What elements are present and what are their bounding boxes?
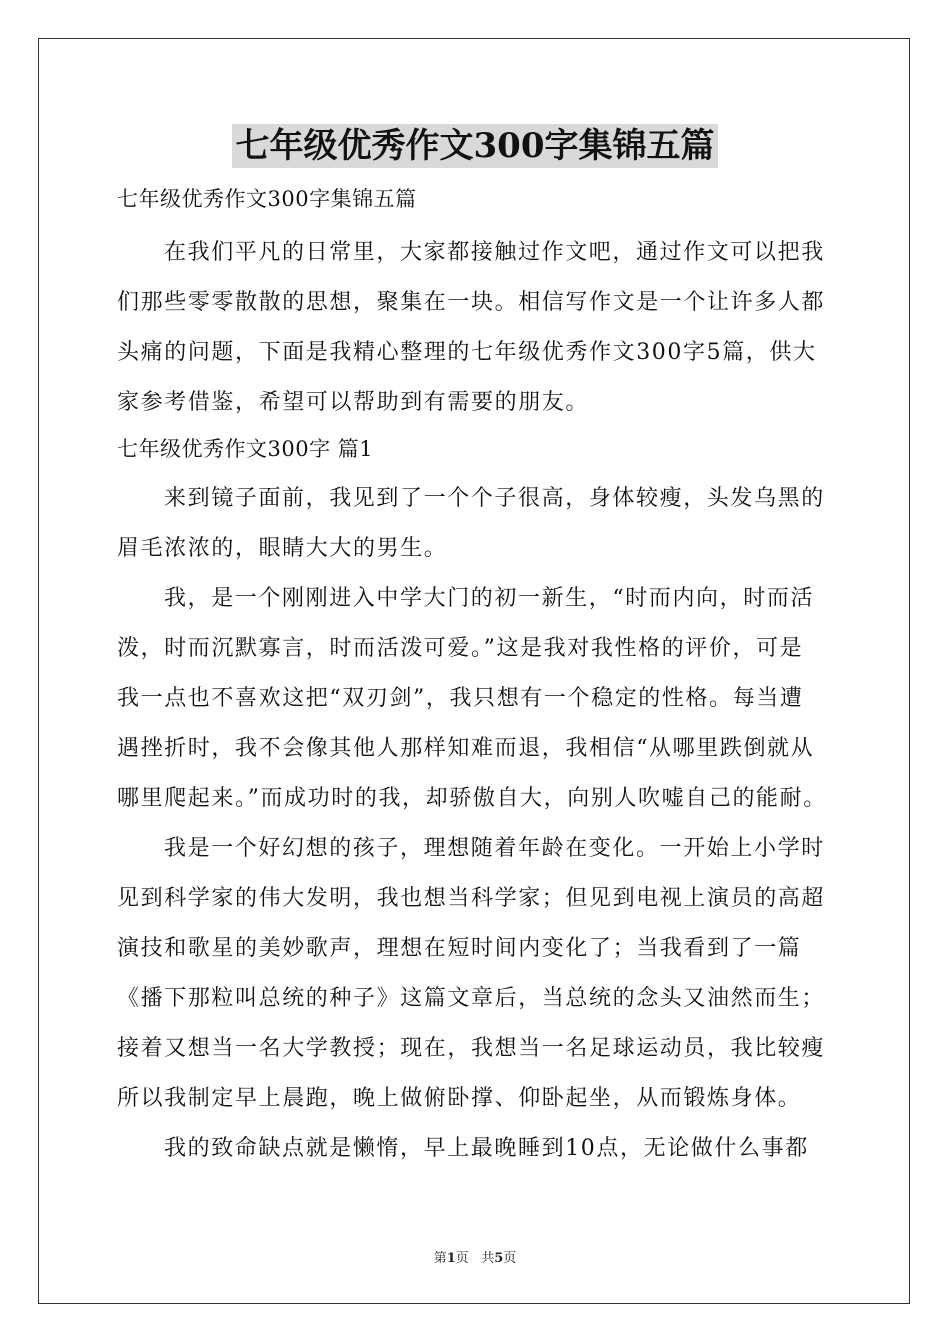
footer-page-prefix: 第 — [433, 1251, 447, 1266]
document-title: 七年级优秀作文300字集锦五篇 — [232, 124, 719, 168]
paragraph-2 — [117, 574, 837, 824]
paragraph-line: 所以我制定早上晨跑，晚上做俯卧撑、仰卧起坐，从而锻炼身体。 — [117, 1086, 802, 1111]
paragraph-line: 泼，时而沉默寡言，时而活泼可爱。”这是我对我性格的评价，可是 — [117, 636, 804, 661]
footer-current-page: 1 — [446, 1251, 456, 1266]
paragraph-3 — [117, 824, 837, 1124]
intro-line: 们那些零零散散的思想，聚集在一块。相信写作文是一个让许多人都 — [117, 290, 826, 315]
paragraph-line: 演技和歌星的美妙歌声，理想在短时间内变化了；当我看到了一篇 — [117, 936, 802, 961]
paragraph-line: 我的致命缺点就是懒惰，早上最晚睡到10点，无论做什么事都 — [164, 1136, 809, 1161]
paragraph-line: 《播下那粒叫总统的种子》这篇文章后，当总统的念头又油然而生； — [117, 986, 826, 1011]
paragraph-line: 见到科学家的伟大发明，我也想当科学家；但见到电视上演员的高超 — [117, 886, 826, 911]
page-footer — [0, 1247, 950, 1266]
intro-line: 头痛的问题，下面是我精心整理的七年级优秀作文300字5篇，供大 — [117, 340, 817, 365]
footer-page-mid: 页 共 — [455, 1251, 495, 1266]
footer-total-pages: 5 — [494, 1251, 504, 1266]
paragraph-line: 遇挫折时，我不会像其他人那样知难而退，我相信“从哪里跌倒就从 — [117, 736, 815, 761]
footer-page-suffix: 页 — [503, 1251, 517, 1266]
paragraph-line: 我是一个好幻想的孩子，理想随着年龄在变化。一开始上小学时 — [164, 836, 825, 861]
paragraph-4 — [117, 1124, 837, 1174]
paragraph-line: 我一点也不喜欢这把“双刃剑”，我只想有一个稳定的性格。每当遭 — [117, 686, 804, 711]
paragraph-line: 哪里爬起来。”而成功时的我，却骄傲自大，向别人吹嘘自己的能耐。 — [117, 786, 827, 811]
paragraph-line: 我，是一个刚刚进入中学大门的初一新生，“时而内向，时而活 — [164, 586, 815, 611]
paragraph-1 — [117, 474, 837, 574]
intro-line: 在我们平凡的日常里，大家都接触过作文吧，通过作文可以把我 — [164, 240, 825, 265]
section-heading: 七年级优秀作文300字 篇1 — [117, 437, 374, 461]
paragraph-line: 眉毛浓浓的，眼睛大大的男生。 — [117, 536, 448, 561]
intro-line: 家参考借鉴，希望可以帮助到有需要的朋友。 — [117, 390, 590, 415]
title-wrap — [0, 124, 950, 168]
paragraph-line: 接着又想当一名大学教授；现在，我想当一名足球运动员，我比较瘦 — [117, 1036, 826, 1061]
paragraph-line: 来到镜子面前，我见到了一个个子很高，身体较瘦，头发乌黑的 — [164, 486, 825, 511]
document-body — [117, 180, 837, 1174]
intro-paragraph — [117, 228, 837, 428]
document-subtitle: 七年级优秀作文300字集锦五篇 — [117, 187, 417, 211]
